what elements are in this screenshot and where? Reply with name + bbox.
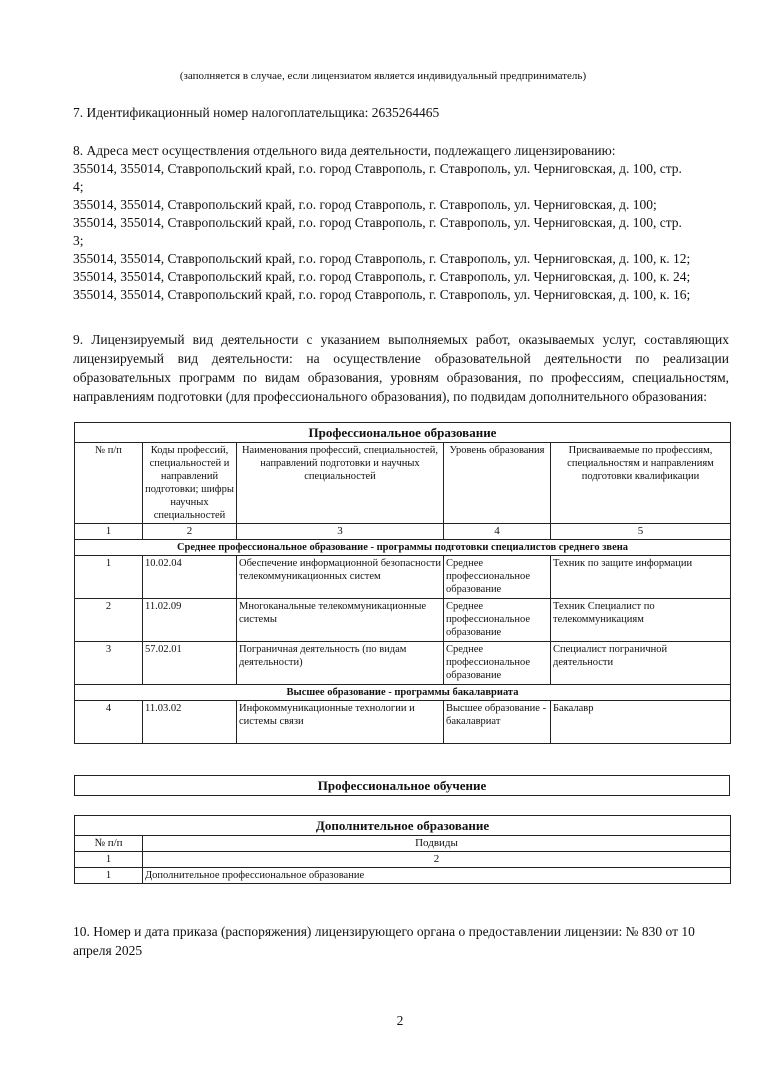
subtype-name: Дополнительное профессиональное образование [143, 868, 731, 884]
table-row [75, 556, 731, 599]
qualification: Специалист пограничной деятельности [551, 642, 731, 685]
section-9-text: 9. Лицензируемый вид деятельности с указанием выполняемых работ, оказываемых услуг, составляющих лицензируемый вид деятельности: на осуществление образовательной деятельности по реализации образовательных программ по видам образования, уровням образования, по профессиям, специальностям, направлениям подготовки (для профессионального образования), по подвидам дополнительного образования: [73, 332, 729, 404]
address-line: 355014, 355014, Ставропольский край, г.о. город Ставрополь, г. Ставрополь, ул. Черниговская, д. 100, стр. [73, 215, 682, 230]
address-line: 4; [73, 179, 84, 194]
column-header: № п/п [75, 836, 143, 852]
additional-education-table [74, 815, 731, 884]
column-number-row [75, 524, 731, 540]
row-number: 2 [75, 599, 143, 642]
column-header: Присваиваемые по профессиям, специальностям и направлениям подготовки квалификации [551, 443, 731, 524]
column-header: № п/п [75, 443, 143, 524]
professional-training-table [74, 775, 730, 796]
program-name: Обеспечение информационной безопасности телекоммуникационных систем [237, 556, 444, 599]
column-number: 4 [444, 524, 551, 540]
inn-line: 7. Идентификационный номер налогоплательщика: 2635264465 [73, 105, 440, 120]
addresses-section [73, 142, 729, 304]
addresses-heading: 8. Адреса мест осуществления отдельного вида деятельности, подлежащего лицензированию: [73, 143, 616, 158]
column-number: 5 [551, 524, 731, 540]
qualification: Бакалавр [551, 701, 731, 744]
column-header: Подвиды [143, 836, 731, 852]
program-code: 11.03.02 [143, 701, 237, 744]
program-code: 11.02.09 [143, 599, 237, 642]
column-number: 2 [143, 852, 731, 868]
group-heading-secondary: Среднее профессиональное образование - программы подготовки специалистов среднего звена [75, 540, 731, 556]
column-header: Уровень образования [444, 443, 551, 524]
table-header-row [75, 443, 731, 524]
address-line: 355014, 355014, Ставропольский край, г.о. город Ставрополь, г. Ставрополь, ул. Черниговская, д. 100, к. 12; [73, 251, 691, 266]
address-line: 355014, 355014, Ставропольский край, г.о. город Ставрополь, г. Ставрополь, ул. Черниговская, д. 100, к. 16; [73, 287, 691, 302]
qualification: Техник Специалист по телекоммуникациям [551, 599, 731, 642]
table-row [75, 642, 731, 685]
address-line: 355014, 355014, Ставропольский край, г.о. город Ставрополь, г. Ставрополь, ул. Черниговская, д. 100, к. 24; [73, 269, 691, 284]
program-name: Многоканальные телекоммуникационные системы [237, 599, 444, 642]
address-line: 355014, 355014, Ставропольский край, г.о. город Ставрополь, г. Ставрополь, ул. Черниговская, д. 100, стр. [73, 161, 682, 176]
row-number: 4 [75, 701, 143, 744]
table-row [75, 868, 731, 884]
program-name: Пограничная деятельность (по видам деятельности) [237, 642, 444, 685]
page-number: 2 [396, 1013, 404, 1028]
table-header-row [75, 836, 731, 852]
column-number: 1 [75, 524, 143, 540]
education-level: Среднее профессиональное образование [444, 556, 551, 599]
row-number: 1 [75, 556, 143, 599]
program-code: 57.02.01 [143, 642, 237, 685]
ip-note: (заполняется в случае, если лицензиатом является индивидуальный предприниматель) [179, 70, 587, 82]
table-title: Дополнительное образование [75, 816, 731, 836]
education-level: Среднее профессиональное образование [444, 642, 551, 685]
address-line: 3; [73, 233, 84, 248]
column-header: Наименования профессий, специальностей, направлений подготовки и научных специальностей [237, 443, 444, 524]
table-row [75, 701, 731, 744]
education-level: Среднее профессиональное образование [444, 599, 551, 642]
row-number: 3 [75, 642, 143, 685]
professional-education-table [74, 422, 731, 744]
table-title: Профессиональное образование [75, 423, 731, 443]
group-heading-higher: Высшее образование - программы бакалавриата [75, 685, 731, 701]
address-line: 355014, 355014, Ставропольский край, г.о. город Ставрополь, г. Ставрополь, ул. Черниговская, д. 100; [73, 197, 657, 212]
program-name: Инфокоммуникационные технологии и системы связи [237, 701, 444, 744]
column-number: 1 [75, 852, 143, 868]
column-number: 2 [143, 524, 237, 540]
column-header: Коды профессий, специальностей и направлений подготовки; шифры научных специальностей [143, 443, 237, 524]
column-number-row [75, 852, 731, 868]
table-row [75, 599, 731, 642]
column-number: 3 [237, 524, 444, 540]
row-number: 1 [75, 868, 143, 884]
section-10-text: 10. Номер и дата приказа (распоряжения) лицензирующего органа о предоставлении лицензии: № 830 от 10 апреля 2025 [73, 924, 695, 958]
education-level: Высшее образование - бакалавриат [444, 701, 551, 744]
qualification: Техник по защите информации [551, 556, 731, 599]
program-code: 10.02.04 [143, 556, 237, 599]
table-title: Профессиональное обучение [75, 776, 730, 796]
